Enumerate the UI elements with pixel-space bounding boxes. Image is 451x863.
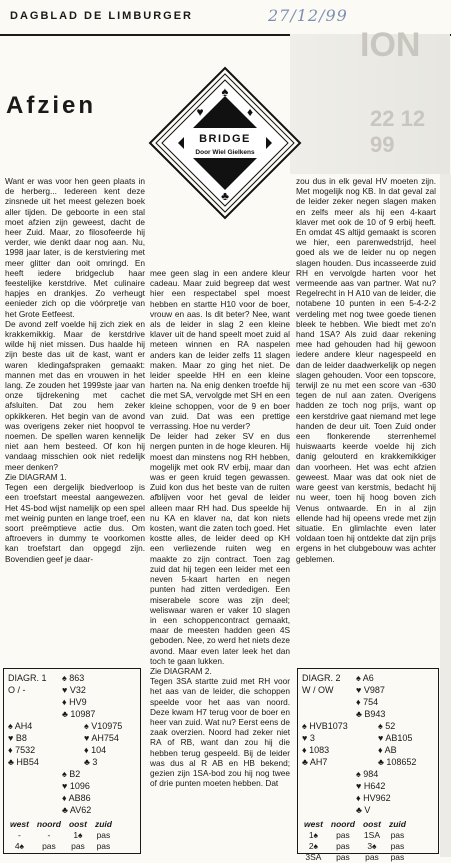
north-hand: ♣ B943 bbox=[356, 709, 386, 719]
handwritten-date: 27/12/99 bbox=[268, 6, 348, 25]
east-hand: ♥ AB105 bbox=[378, 733, 413, 743]
bidding-header: noord bbox=[330, 819, 355, 829]
vulnerability: W / OW bbox=[302, 685, 334, 695]
paragraph: Zie DIAGRAM 2. bbox=[150, 665, 212, 676]
east-hand: ♠ V10975 bbox=[84, 721, 123, 731]
paragraph: Want er was voor hen geen plaats in de herberg... Iedereen kent deze zinsnede uit het meest gelezen boek aller tijden. De geboorte in een stal moet afzien zijn geweest, dacht de heer Zuid. Maar, zo filosofeerde hij verder, wie denkt daar nog aan. Nu, 1998 jaar later, is de kerstviering met meer glitter dan ooit omringd. En heeft iedere bridgeclub haar feestelijke kerstdrive. Met culinaire hapjes en drankjes. Zo verheugt eenieder zich op die vóórpretje van het Grote Eetfeest. bbox=[5, 176, 145, 319]
bidding-header: oost bbox=[362, 819, 381, 829]
spade-icon-small bbox=[243, 170, 249, 181]
diagram-label: DIAGR. 2 bbox=[302, 673, 341, 683]
bid-cell: pas bbox=[336, 852, 350, 862]
bidding-header: noord bbox=[36, 819, 61, 829]
north-hand: ♦ HV9 bbox=[62, 697, 87, 707]
bidding-header: oost bbox=[68, 819, 87, 829]
bid-cell: 4♠ bbox=[14, 841, 25, 851]
article-column-1 bbox=[5, 176, 145, 564]
bid-cell: pas bbox=[365, 852, 379, 862]
west-hand: ♦ 1083 bbox=[302, 745, 330, 755]
paragraph: Tegen een dergelijk biedverloop is een troefstart meestal aangewezen. Het 4S-bod wijst namelijk op een spel met weinig punten en lange troef, een soort preëmptieve actie dus. Om aftroevers in dummy te voorkomen kan troefstart dan opgegd zijn. Bovendien geef je daar- bbox=[5, 482, 145, 564]
east-hand: ♣ 108652 bbox=[378, 757, 417, 767]
west-hand: ♥ B8 bbox=[8, 733, 27, 743]
paragraph: Tegen 3SA startte zuid met RH voor het aas van de leider, die schoppen speelde voor het aas van noord. Deze kwam H7 terug voor de boer en heer van zuid. Wat nu? Eerst eens de zaak overzien. Noord had zeker niet RA of RB, want dan zou hij die hebben terug gespeeld. Bij de leider was dus al R AB en HB bekend; gezien zijn 1SA-bod zou hij nog twee of drie punten moeten hebben. Dat bbox=[150, 676, 290, 789]
paragraph: zou dus in elk geval HV moeten zijn. Met mogelijk nog KB. In dat geval zal de leider zeker negen slagen maken en zelfs meer als hij een 4-kaart klaver met ook de 10 of 9 erbij heeft. En omdat 4S altijd gemaakt is scoren we hier, een parenwedstrijd, heel goed als we de leider nu op negen slagen houden. Dus incasseerde zuid RH en vervolgde harten voor het vermeende aas van partner. Wat nu? Regelrecht in H A10 van de leider, die notabene 10 punten in een 5-4-2-2 verdeling met nog twee goede tienen bleek te hebben. Wie biedt met zo'n hand 1SA? Als zuid daar rekening mee had gehouden had hij gewoon iedere andere kleur nagespeeld en dan de leider daadwerkelijk op negen slagen gehouden. Voor een topscore, terwijl ze nu met een score van -630 tegen de nul aan zaten. Overigens hadden ze toch nog prijs, want op een kerstdrive gaat niemand met lege handen de deur uit. Toen Zuid onder een flonkerende sterrenhemel huiswaarts keerde voelde hij zich danig gelouterd en krakkemikkiger dan voorheen. Het was echt afzien geweest. Maar was dat ook niet de ware geest van kerstmis, bedacht hij nu weer, toen hij hoog boven zich Venus ontwaarde. En in al zijn ellende had hij opeens vrede met zijn situatie. En glimlachte even later voldaan toen hij ontdekte dat zijn prijs ergens in het clubgebouw was achter geblemen. bbox=[296, 176, 436, 564]
west-hand: ♣ AH7 bbox=[302, 757, 328, 767]
logo-title: BRIDGE bbox=[199, 133, 251, 145]
bid-cell: pas bbox=[42, 841, 56, 851]
bid-cell: pas bbox=[336, 841, 350, 851]
svg-text:♣: ♣ bbox=[221, 189, 229, 203]
west-hand: ♠ AH4 bbox=[8, 721, 33, 731]
south-hand: ♦ HV962 bbox=[356, 793, 391, 803]
north-hand: ♥ V32 bbox=[62, 685, 86, 695]
bridge-diagram-2 bbox=[297, 668, 439, 862]
diagram-label: DIAGR. 1 bbox=[8, 673, 47, 683]
bidding-header: zuid bbox=[388, 819, 406, 829]
vulnerability: O / - bbox=[8, 685, 26, 695]
south-hand: ♠ 984 bbox=[356, 769, 379, 779]
bidding-table bbox=[300, 819, 410, 863]
east-hand: ♣ 3 bbox=[84, 757, 98, 767]
bid-cell: pas bbox=[71, 841, 85, 851]
heart-icon bbox=[196, 105, 203, 119]
east-hand: ♦ AB bbox=[378, 745, 397, 755]
paragraph: De leider had zeker SV en dus nergen punten in de hoge kleuren. Hij moest dan minstens nog RH hebben, mogelijk met ook RV erbij, maar dan was er geen kruid tegen gewassen. Zuid kon dus het beste van de ruiten afblijven voor het geval de leider alleen maar RH had. Dus speelde hij nu KA en klaver na, dat kon niets kosten, want die zaten toch goed. Het kostte alles, de leider deed op KH een verliezende ruiten weg en maakte zo zijn contract. Toen zag zuid dat hij tegen een leider met een neven 5-kaart harten en negen punten had zitten verdedigen. Een miserabele score was zijn deel; weliswaar waren er vaker 10 slagen in een schoppencontract gemaakt, maar de meesten hadden geen 4S geboden. Nee, zo werd het niets deze avond. Maar even later leek het dan toch te gaan lukken. bbox=[150, 431, 290, 666]
bleed-text-b: 22 12 99 bbox=[370, 106, 426, 157]
bidding-header: west bbox=[10, 819, 29, 829]
south-hand: ♠ B2 bbox=[62, 769, 81, 779]
bid-cell: pas bbox=[96, 841, 111, 851]
bid-cell: 1♠ bbox=[308, 830, 319, 840]
north-hand: ♠ A6 bbox=[356, 673, 374, 683]
bidding-header: west bbox=[304, 819, 323, 829]
bid-cell: 1♠ bbox=[73, 830, 83, 840]
bid-cell: pas bbox=[390, 830, 405, 840]
north-hand: ♦ 754 bbox=[356, 697, 379, 707]
south-hand: ♥ 1096 bbox=[62, 781, 90, 791]
article-column-3 bbox=[296, 176, 436, 564]
bleed-through-background bbox=[290, 26, 450, 174]
logo-byline: Door Wiel Gielkens bbox=[195, 149, 255, 156]
bid-cell: pas bbox=[390, 841, 405, 851]
bid-cell: pas bbox=[336, 830, 350, 840]
bid-cell: 3♠ bbox=[367, 841, 377, 851]
west-hand: ♦ 7532 bbox=[8, 745, 36, 755]
newspaper-name: DAGBLAD DE LIMBURGER bbox=[10, 10, 193, 22]
east-hand: ♠ 52 bbox=[378, 721, 396, 731]
north-hand: ♠ 863 bbox=[62, 673, 85, 683]
south-hand: ♦ AB86 bbox=[62, 793, 91, 803]
svg-text:♦: ♦ bbox=[246, 105, 254, 119]
spade-icon bbox=[222, 84, 229, 99]
paragraph: De avond zelf voelde hij zich ziek en krakkemikkig. Maar de kerstdrive wilde hij niet missen. Dus haalde hij zijn beste das uit de kast, want er waren kledingafspraken gemaakt: mannen met das en vrouwen in het lang. Ze zouden het 1999ste jaar van onze tijdrekening met cachet afsluiten. Dat zou hem zeker opkikkeren. Het begin van de avond was overigens zeker niet hoopvol te noemen. De spellen waren kennelijk niet aan hem besteed. Of kon hij vandaag misschien ook niet redelijk meer denken? bbox=[5, 318, 145, 472]
svg-text:♠: ♠ bbox=[221, 84, 229, 99]
north-hand: ♣ 10987 bbox=[62, 709, 96, 719]
bid-cell: - bbox=[18, 830, 21, 840]
south-hand: ♣ V bbox=[356, 805, 371, 815]
article-headline: Afzien bbox=[6, 92, 96, 119]
bid-cell: 1SA bbox=[363, 830, 380, 840]
south-hand: ♣ AV62 bbox=[62, 805, 92, 815]
paragraph: Zie DIAGRAM 1. bbox=[5, 471, 67, 482]
east-hand: ♦ 104 bbox=[84, 745, 107, 755]
article-column-2 bbox=[150, 268, 290, 788]
south-hand: ♥ H642 bbox=[356, 781, 386, 791]
west-hand: ♠ HVB1073 bbox=[302, 721, 348, 731]
diamond-icon bbox=[247, 105, 253, 119]
north-hand: ♥ V987 bbox=[356, 685, 385, 695]
bid-cell: 2♠ bbox=[308, 841, 319, 851]
svg-text:♥: ♥ bbox=[196, 105, 204, 119]
bid-cell: - bbox=[47, 830, 51, 840]
page-margin bbox=[440, 174, 451, 857]
bid-cell: 3SA bbox=[305, 852, 322, 862]
svg-text:♠: ♠ bbox=[243, 170, 249, 181]
bid-cell: pas bbox=[390, 852, 405, 862]
bidding-table bbox=[6, 819, 116, 852]
bleed-text-a: ION bbox=[360, 26, 421, 64]
bid-cell: pas bbox=[96, 830, 111, 840]
paragraph: mee geen slag in een andere kleur cadeau. Maar zuid begreep dat west hier een respectabel spel moest hebben en startte H10 voor de boer, vrouw en aas. Is dit beter? Nee, want als de leider in slag 2 een kleine klaver uit de hand speelt moet zuid al meteen winnen en RA naspelen anders kan de leider zelfs 11 slagen maken. Maar zo ging het niet. De leider speelde HH en een kleine harten na. Na enig denken troefde hij die met SA, vervolgde met SH en een kleine schoppen, voor de 9 en boer van zuid. Dat was een prettige verrassing. Hoe nu verder? bbox=[150, 268, 290, 432]
bridge-diagram-1 bbox=[3, 668, 141, 854]
club-icon bbox=[221, 189, 229, 203]
bridge-logo bbox=[148, 66, 302, 220]
bidding-header: zuid bbox=[94, 819, 112, 829]
west-hand: ♣ HB54 bbox=[8, 757, 39, 767]
west-hand: ♥ 3 bbox=[302, 733, 315, 743]
east-hand: ♥ AH754 bbox=[84, 733, 119, 743]
